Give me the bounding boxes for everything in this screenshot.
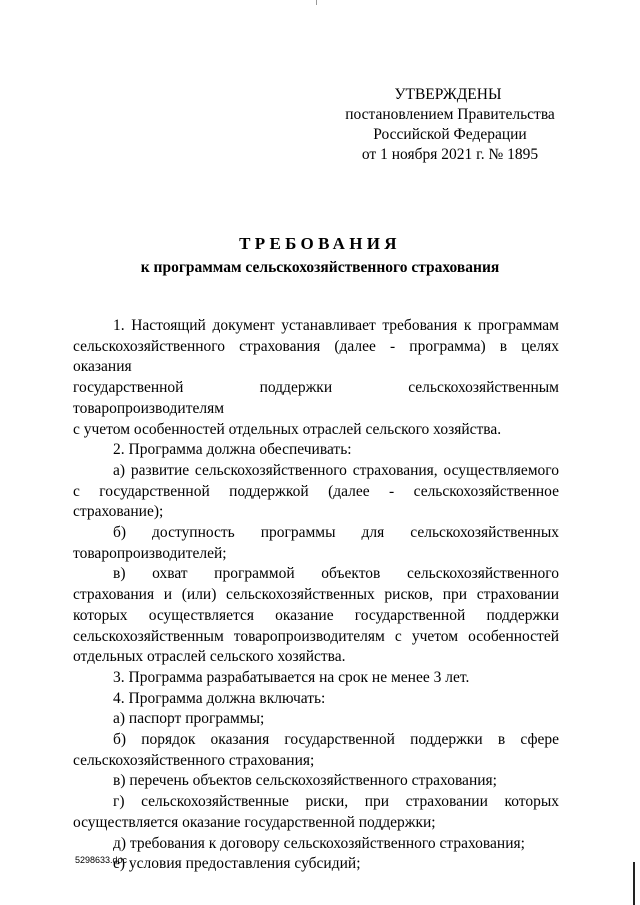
item-b-line: товаропроизводителей; [73, 544, 227, 562]
paragraph-2: 2. Программа должна обеспечивать: [113, 441, 352, 459]
approval-line-1: постановлением Правительства [345, 106, 555, 123]
paragraph-1-line: 1. Настоящий документ устанавливает требования к программам [113, 317, 559, 334]
document-title: ТРЕБОВАНИЯ [239, 234, 401, 253]
scan-mark-side [633, 862, 635, 905]
list-item-a: а) паспорт программы; [113, 710, 265, 728]
item-v-line: страхования и (или) сельскохозяйственных рисков, при страховании [73, 586, 559, 604]
list-item-d: д) требования к договору сельскохозяйственного страхования; [113, 834, 525, 852]
item-a-line: с государственной поддержкой (далее - сельскохозяйственное [73, 482, 559, 500]
approval-line-2: Российской Федерации [373, 126, 527, 143]
item-a-line: страхование); [73, 503, 164, 521]
document-subtitle: к программам сельскохозяйственного страхования [140, 259, 500, 276]
list-item-b-line: б) порядок оказания государственной поддержки в сфере [113, 731, 559, 749]
item-v-line: отдельных отраслей сельского хозяйства. [73, 648, 346, 666]
list-item-g-line: осуществляется оказание государственной поддержки; [73, 813, 436, 831]
approval-title: УТВЕРЖДЕНЫ [394, 86, 502, 103]
item-v-line: в) охват программой объектов сельскохозяйственного [113, 565, 559, 583]
item-v-line: которых осуществляется оказание государственной поддержки [73, 606, 559, 624]
item-a-line: а) развитие сельскохозяйственного страхования, осуществляемого [113, 461, 559, 479]
approval-line-3: от 1 ноября 2021 г. № 1895 [361, 146, 539, 163]
list-item-b-line: сельскохозяйственного страхования; [73, 751, 315, 769]
list-item-g-line: г) сельскохозяйственные риски, при страховании которых [113, 793, 559, 811]
paragraph-1-line: государственной поддержки сельскохозяйственным товаропроизводителям [73, 379, 559, 417]
item-b-line: б) доступность программы для сельскохозяйственных [113, 524, 559, 542]
paragraph-3: 3. Программа разрабатывается на срок не менее 3 лет. [113, 668, 470, 686]
paragraph-4: 4. Программа должна включать: [113, 689, 326, 707]
list-item-v: в) перечень объектов сельскохозяйственного страхования; [113, 772, 497, 790]
scan-mark-top [316, 0, 317, 5]
item-v-line: сельскохозяйственным товаропроизводителям с учетом особенностей [73, 627, 559, 645]
paragraph-1-line: сельскохозяйственного страхования (далее - программа) в целях оказания [73, 337, 559, 376]
footer-filename: 5298633.doc [75, 855, 128, 865]
list-item-e: е) условия предоставления субсидий; [113, 855, 361, 873]
document-body [73, 316, 559, 875]
paragraph-1-line: с учетом особенностей отдельных отраслей сельского хозяйства. [73, 420, 502, 438]
